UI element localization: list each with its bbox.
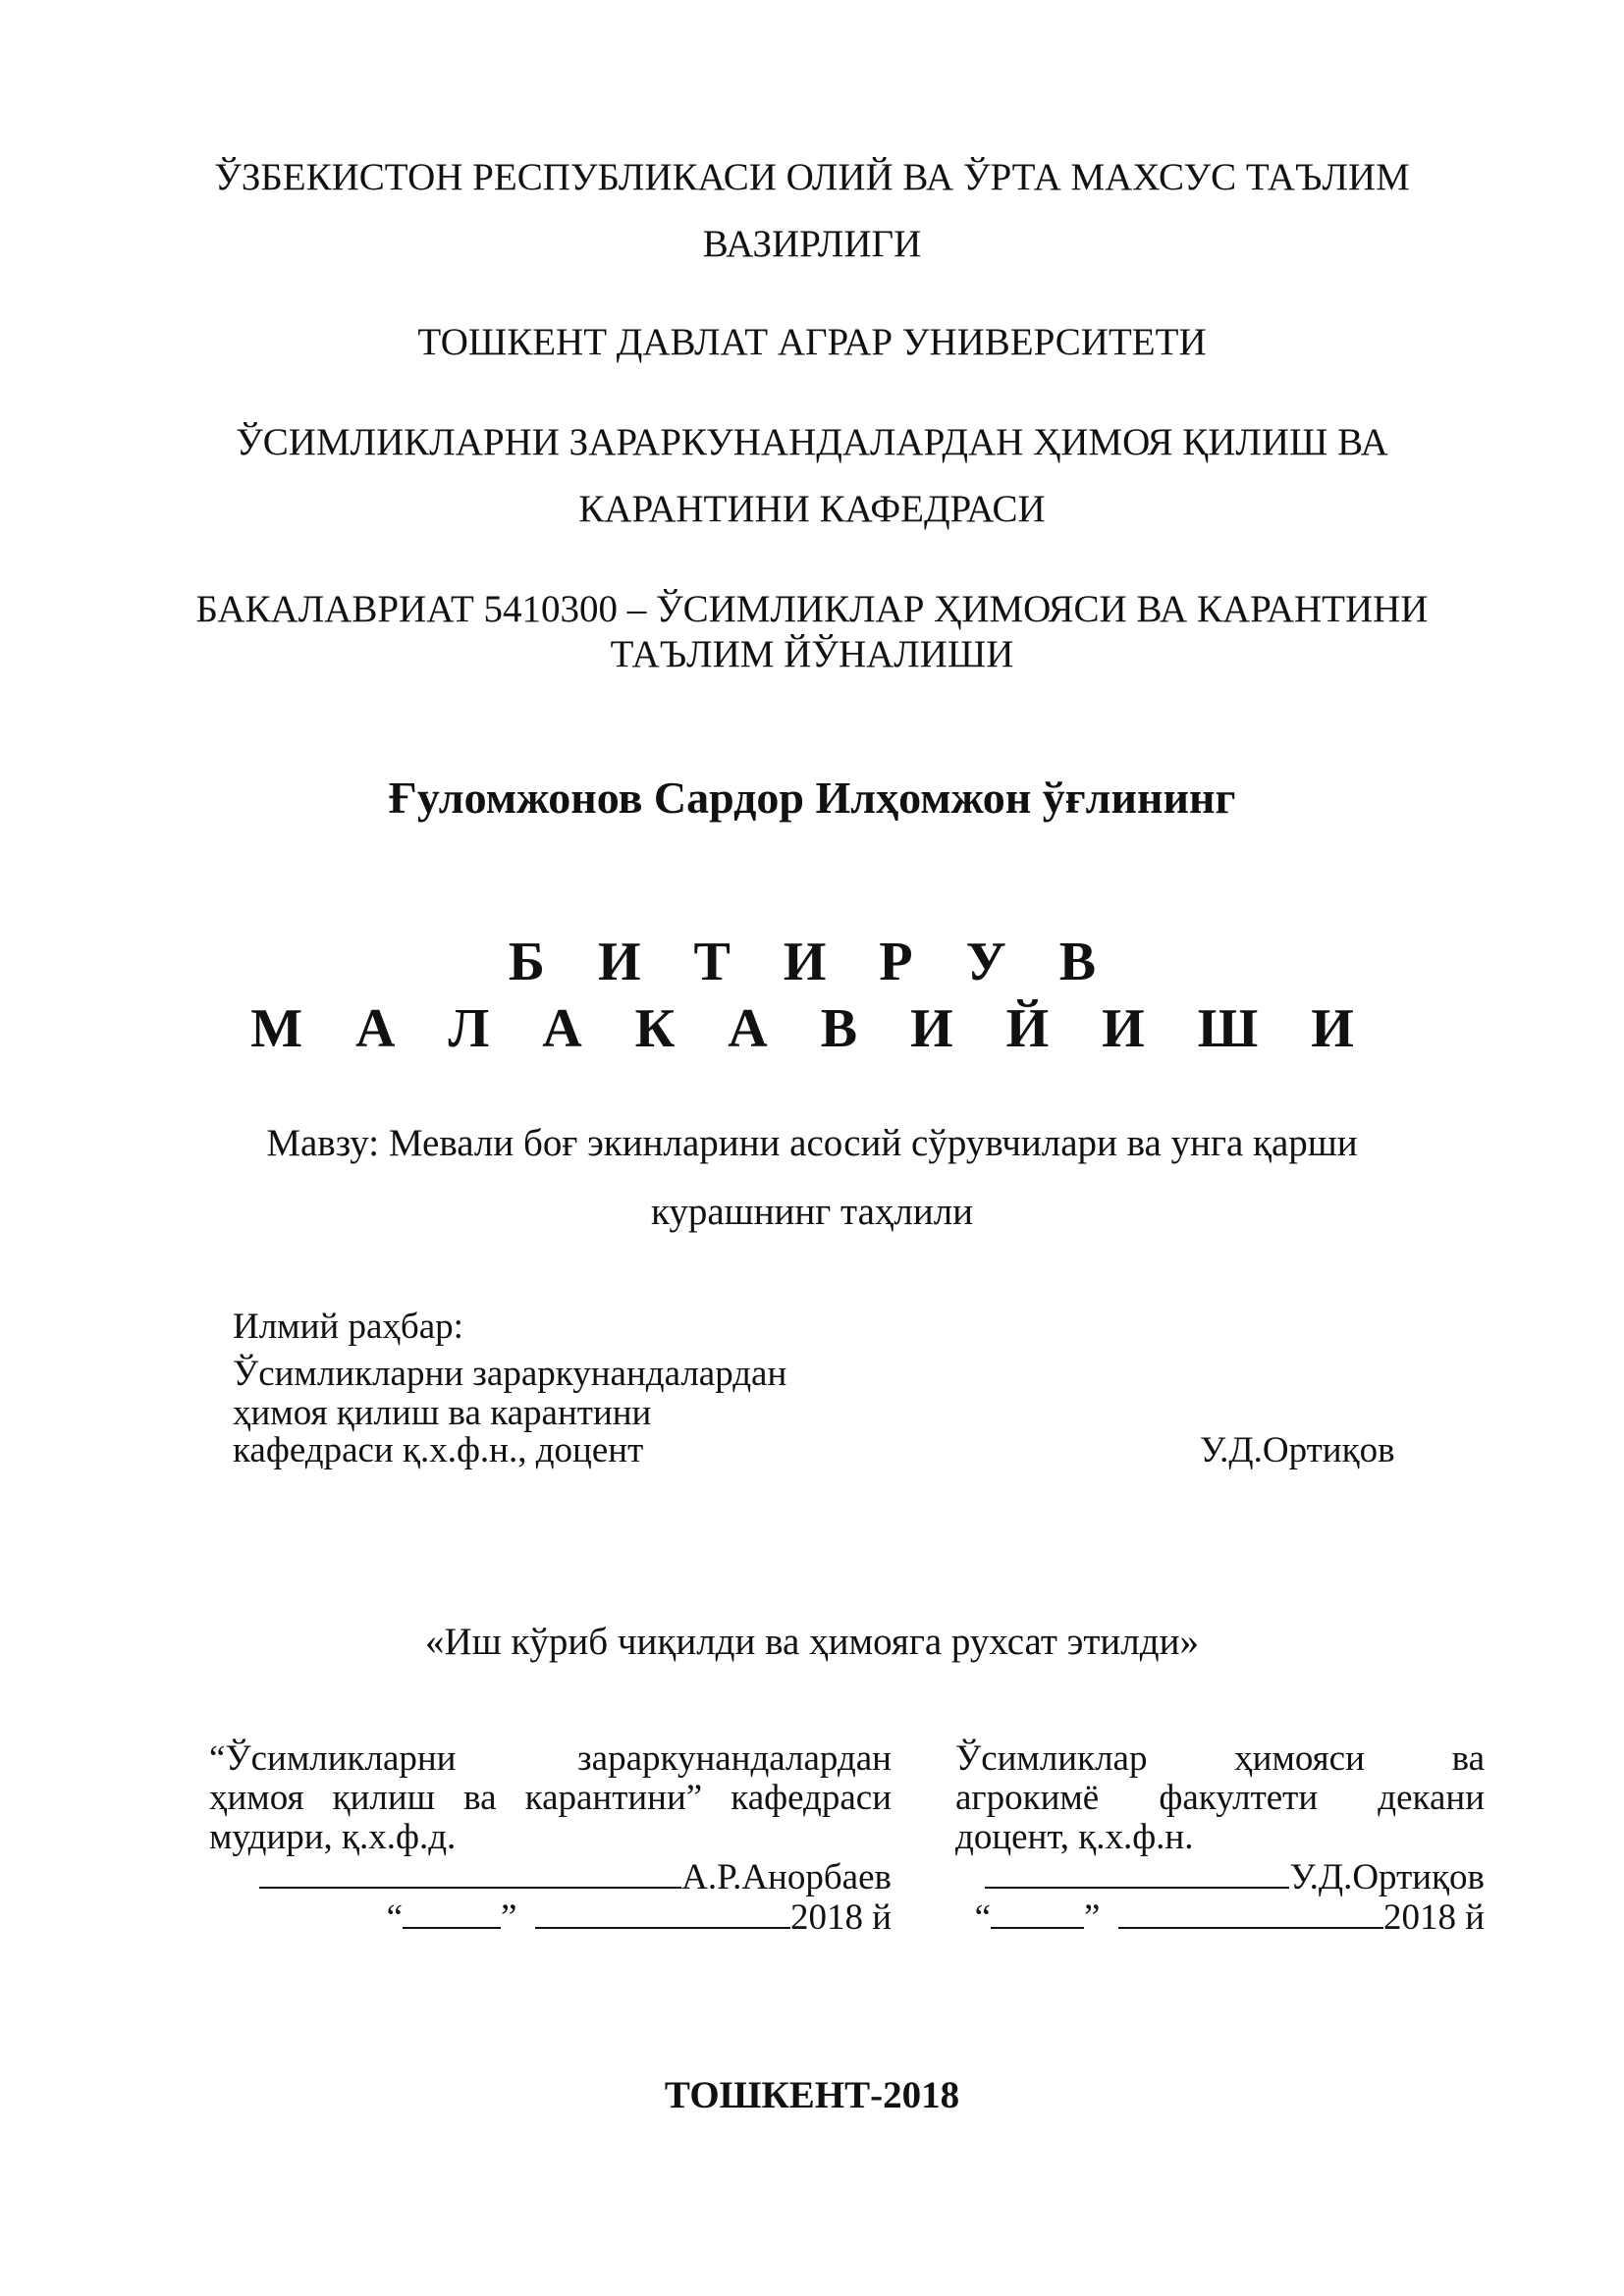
- month-blank: [1118, 1897, 1383, 1929]
- department-line-2: КАРАНТИНИ КАФЕДРАСИ: [578, 488, 1046, 530]
- signature-line: [985, 1857, 1289, 1889]
- work-title-line-1: Б И Т И Р У В: [508, 932, 1116, 992]
- program-line-1: БАКАЛАВРИАТ 5410300 – ЎСИМЛИКЛАР ҲИМОЯСИ ВА КАРАНТИНИ: [195, 588, 1429, 630]
- month-blank: [535, 1897, 790, 1929]
- left-sign-name: А.Р.Анорбаев: [681, 1857, 892, 1897]
- left-signature-block: [209, 1739, 892, 1938]
- signature-line: [259, 1857, 681, 1889]
- right-sign-date-row: “ ” 2018 й: [974, 1897, 1485, 1938]
- advisor-line-4: кафедраси қ.х.ф.н., доцент: [233, 1430, 644, 1470]
- right-signature-block: [955, 1739, 1485, 1938]
- left-sign-date-row: “ ” 2018 й: [386, 1897, 892, 1938]
- topic-line-2: курашнинг таҳлили: [650, 1191, 974, 1233]
- department-line-1: ЎСИМЛИКЛАРНИ ЗАРАРКУНАНДАЛАРДАН ҲИМОЯ ҚИЛИШ ВА: [236, 421, 1388, 463]
- work-title-line-2: М А Л А К А В И Й И Ш И: [250, 998, 1374, 1059]
- author-name: Ғуломжонов Сардор Илҳомжон ўғлининг: [388, 773, 1236, 823]
- day-blank: [403, 1897, 501, 1929]
- ministry-line-2: ВАЗИРЛИГИ: [702, 223, 922, 265]
- ministry-line-1: ЎЗБЕКИСТОН РЕСПУБЛИКАСИ ОЛИЙ ВА ЎРТА МАХСУС ТАЪЛИМ: [214, 156, 1410, 198]
- day-blank: [991, 1897, 1084, 1929]
- right-sign-line-3: доцент, қ.х.ф.н.: [955, 1817, 1194, 1857]
- left-sign-line-2: ҳимоя қилиш ва карантини” кафедраси: [209, 1778, 892, 1818]
- left-sign-name-row: [209, 1857, 892, 1897]
- right-sign-name: У.Д.Ортиқов: [1289, 1857, 1485, 1897]
- right-sign-line-2: агрокимё факултети декани: [955, 1778, 1485, 1818]
- approval-note: «Иш кўриб чиқилди ва ҳимояга рухсат этилди»: [425, 1621, 1199, 1663]
- left-sign-line-1: “Ўсимликларни зараркунандалардан: [209, 1738, 892, 1779]
- advisor-line-2: Ўсимликларни зараркунандалардан: [233, 1354, 787, 1394]
- left-sign-year: 2018 й: [789, 1897, 892, 1938]
- right-sign-year: 2018 й: [1382, 1897, 1485, 1938]
- right-sign-line-1: Ўсимликлар ҳимояси ва: [955, 1738, 1485, 1779]
- program-line-2: ТАЪЛИМ ЙЎНАЛИШИ: [610, 633, 1014, 675]
- advisor-line-3: ҳимоя қилиш ва карантини: [233, 1393, 652, 1433]
- left-sign-line-3: мудири, қ.х.ф.д.: [209, 1817, 457, 1857]
- advisor-name: У.Д.Ортиқов: [1200, 1430, 1395, 1470]
- university-name: ТОШКЕНТ ДАВЛАТ АГРАР УНИВЕРСИТЕТИ: [417, 321, 1207, 363]
- topic-line-1: Мавзу: Мевали боғ экинларини асосий сўрувчилари ва унга қарши: [266, 1122, 1358, 1164]
- footer-city-year: ТОШКЕНТ-2018: [664, 2074, 960, 2116]
- advisor-line-1: Илмий раҳбар:: [233, 1307, 463, 1347]
- right-sign-name-row: [955, 1857, 1485, 1897]
